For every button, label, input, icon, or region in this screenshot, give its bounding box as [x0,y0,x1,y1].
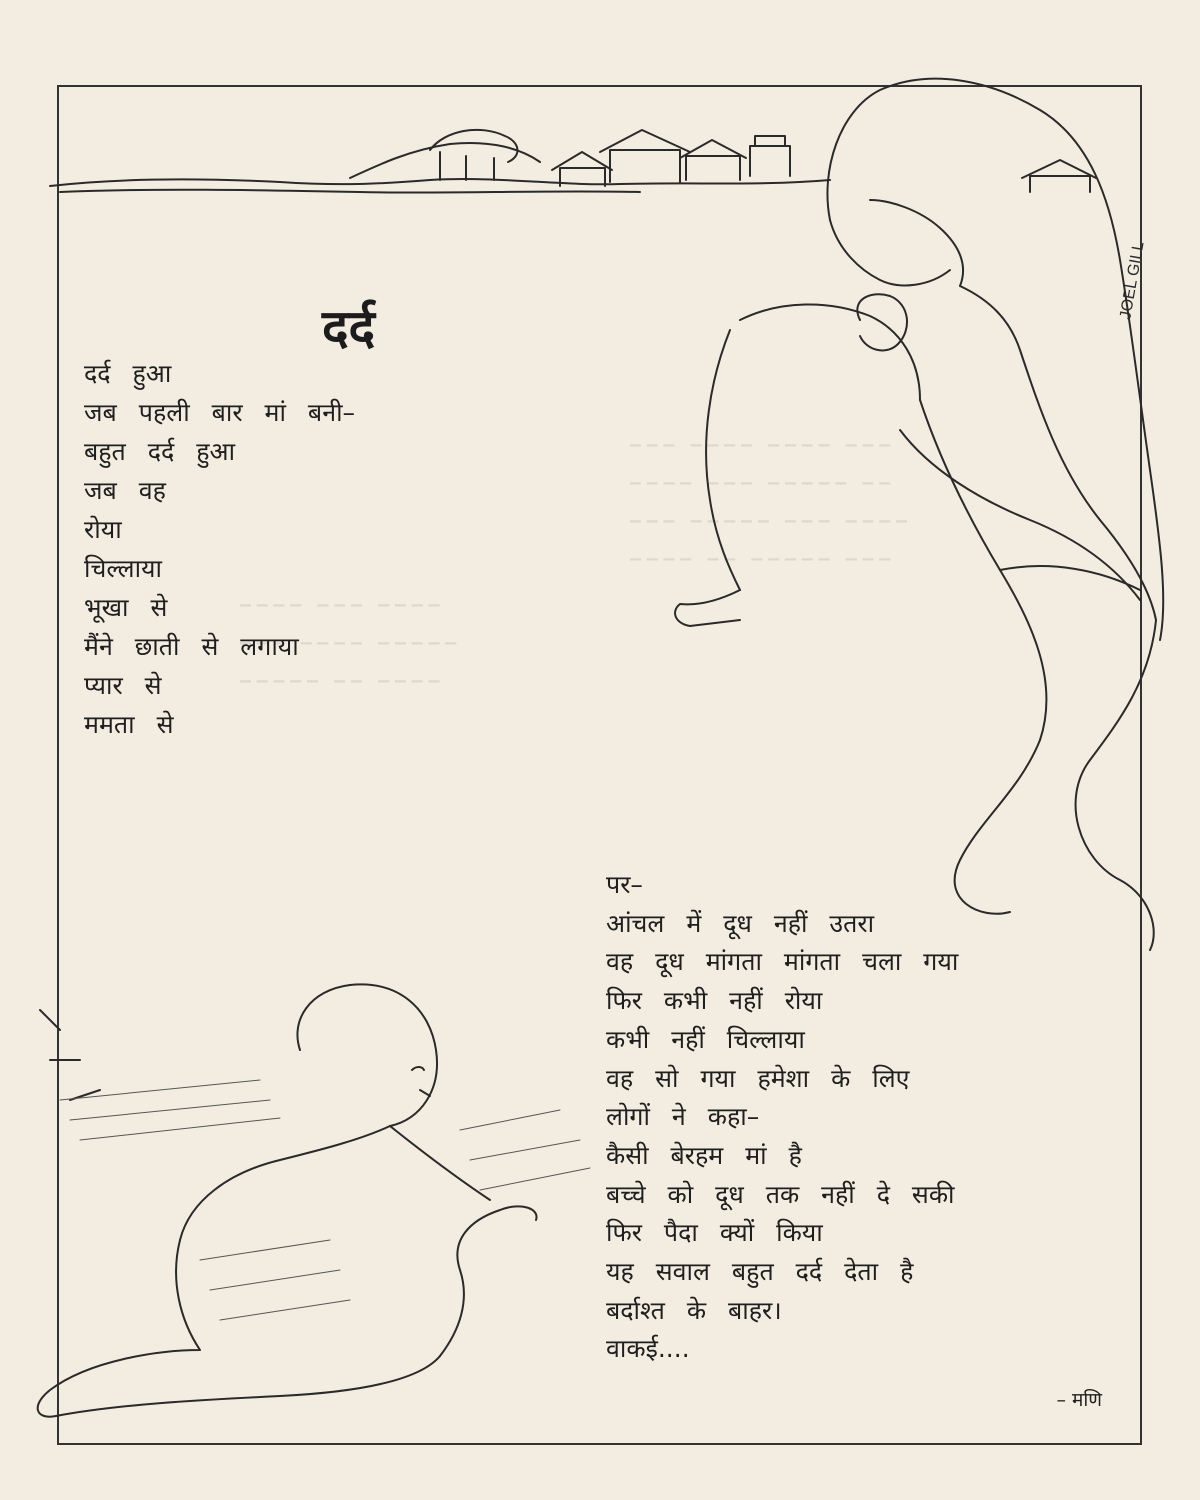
poem-author: – मणि [1056,1389,1102,1411]
poem-line: ममता से [84,710,174,739]
poem-line: जब पहली बार मां बनी– [84,398,356,427]
poem-line: प्यार से [84,671,162,700]
poem-stanza-one [84,354,355,744]
poem-line: वाकई.... [606,1334,690,1364]
poem-line: वह सो गया हमेशा के लिए [606,1063,910,1093]
poem-line: रोया [84,515,122,544]
poem-line: बहुत दर्द हुआ [84,437,236,466]
poem-line: फिर कभी नहीं रोया [606,986,823,1016]
poem-line: आंचल में दूध नहीं उतरा [606,908,875,938]
poem-line: जब वह [84,476,166,505]
poem-line: भूखा से [84,593,168,622]
poem-line: मैंने छाती से लगाया [84,632,299,661]
poem-line: यह सवाल बहुत दर्द देता है [606,1257,914,1287]
village-huts [552,130,1096,192]
mother-with-infant-drawing [675,79,1163,950]
poem-line: फिर पैदा क्यों किया [606,1218,823,1248]
poem-stanza-two [606,866,958,1369]
bleed-through-text: ▁▁▁ ▁▁▁▁ ▁▁▁▁ ▁▁▁ ▁▁▁▁ ▁▁▁ ▁▁▁▁▁ ▁▁ ▁▁▁ ▁▁▁▁▁ ▁▁▁ ▁▁▁▁ ▁▁▁▁ ▁▁ ▁▁▁▁▁ ▁▁▁ [630,431,913,561]
poem-line: बर्दाश्त के बाहर। [606,1295,782,1325]
poem-line: चिल्लाया [84,554,163,583]
poem-line: लोगों ने कहा– [606,1102,760,1132]
poem-line: कैसी बेरहम मां है [606,1140,802,1170]
poem-line: पर– [606,870,643,899]
bleed-through-text: ▁▁▁▁ ▁▁▁ ▁▁▁▁ ▁▁▁ ▁▁▁▁ ▁▁▁▁▁ ▁▁▁▁▁ ▁▁ ▁▁▁▁ [240,591,463,683]
crawling-child-drawing [38,984,537,1416]
poem-line: दर्द हुआ [84,359,172,388]
poem-title: दर्द [322,299,376,357]
artist-signature: JOEL GILL [1117,240,1148,321]
poem-line: बच्चे को दूध तक नहीं दे सकी [606,1179,955,1209]
poem-line: वह दूध मांगता मांगता चला गया [606,947,959,977]
shading-strokes [60,1080,590,1320]
poem-line: कभी नहीं चिल्लाया [606,1024,805,1054]
landscape-horizon [50,130,830,193]
